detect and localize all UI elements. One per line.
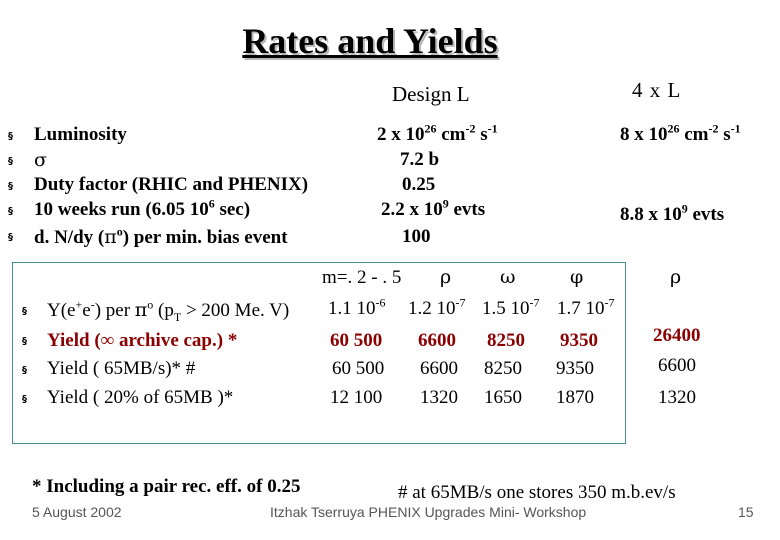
note-including: * Including a pair rec. eff. of 0.25 xyxy=(32,476,301,497)
bullet-icon: § xyxy=(8,156,13,167)
bullet-icon: § xyxy=(8,131,13,142)
design-sigma: 7.2 b xyxy=(400,149,440,170)
cell-20pct-rho: 1320 xyxy=(420,387,458,408)
cell-65mb-omega: 8250 xyxy=(484,358,522,379)
yield-row-label-65mb: Yield ( 65MB/s)* # xyxy=(47,358,196,379)
param-dndy: d. N/dy $(\pi^o)$ per min. bias event xyxy=(34,224,288,248)
design-dndy: 100 xyxy=(402,226,431,247)
omega-header: ω xyxy=(500,266,516,288)
design-header: Design L xyxy=(392,82,470,106)
bullet-icon: § xyxy=(22,306,27,317)
footer-center: Itzhak Tserruya PHENIX Upgrades Mini- Workshop xyxy=(270,504,587,520)
times4-luminosity: 8 x $10^{26}$ $cm^{-2}$ $s^{-1}$ xyxy=(620,121,741,145)
bullet-icon: § xyxy=(8,181,13,192)
cell-archive-4x: 26400 xyxy=(653,325,701,346)
slide-title: Rates and Yields xyxy=(242,21,498,61)
cell-65mb-rho: 6600 xyxy=(420,358,458,379)
design-duty: 0.25 xyxy=(402,174,436,195)
bullet-icon: § xyxy=(8,232,13,243)
param-run: 10 weeks run (6.05 $10^6$ sec) xyxy=(34,196,251,220)
param-duty-factor: Duty factor (RHIC and PHENIX) xyxy=(34,174,309,195)
rho-header: ρ xyxy=(440,266,452,288)
note-stores: # at 65MB/s one stores 350 m.b.ev/s xyxy=(398,482,676,503)
yield-row-label-20pct: Yield ( 20% of 65MB )* xyxy=(47,387,234,408)
cell-ee-omega: 1.5 $10^{-7}$ xyxy=(482,295,540,319)
bullet-icon: § xyxy=(22,336,27,347)
yield-row-label-archive: Yield (∞ archive cap.) * xyxy=(47,330,238,351)
mass-header: m=. 2 - . 5 xyxy=(322,267,402,288)
design-run: 2.2 x $10^9$ evts xyxy=(381,196,486,220)
cell-65mb-mass: 60 500 xyxy=(332,358,385,379)
cell-65mb-phi: 9350 xyxy=(556,358,594,379)
cell-archive-mass: 60 500 xyxy=(330,330,383,351)
cell-20pct-phi: 1870 xyxy=(556,387,594,408)
phi-header: φ xyxy=(570,266,584,288)
cell-archive-omega: 8250 xyxy=(487,330,525,351)
times4-header: 4 x L xyxy=(632,78,682,102)
cell-ee-phi: 1.7 $10^{-7}$ xyxy=(557,295,615,319)
cell-ee-rho: 1.2 $10^{-7}$ xyxy=(408,295,466,319)
bullet-icon: § xyxy=(22,394,27,405)
cell-ee-mass: 1.1 $10^{-6}$ xyxy=(328,295,386,319)
cell-archive-phi: 9350 xyxy=(560,330,598,351)
cell-20pct-omega: 1650 xyxy=(484,387,522,408)
cell-65mb-4x: 6600 xyxy=(658,355,696,376)
footer-date: 5 August 2002 xyxy=(32,504,122,520)
design-luminosity: 2 x $10^{26}$ $cm^{-2}$ $s^{-1}$ xyxy=(377,121,498,145)
rho-header-4x: ρ xyxy=(670,266,682,288)
param-sigma: σ xyxy=(34,149,47,171)
bullet-icon: § xyxy=(22,365,27,376)
times4-run: 8.8 x $10^9$ evts xyxy=(620,201,725,225)
yield-row-label-ee: Y(e+e-) per $\pi^o$ ($p_T > 200$ Me. V) xyxy=(47,297,290,324)
param-luminosity: Luminosity xyxy=(34,124,127,145)
footer-page-number: 15 xyxy=(738,504,754,520)
cell-20pct-mass: 12 100 xyxy=(330,387,383,408)
yields-box xyxy=(12,262,626,444)
bullet-icon: § xyxy=(8,206,13,217)
cell-archive-rho: 6600 xyxy=(418,330,456,351)
cell-20pct-4x: 1320 xyxy=(658,387,696,408)
